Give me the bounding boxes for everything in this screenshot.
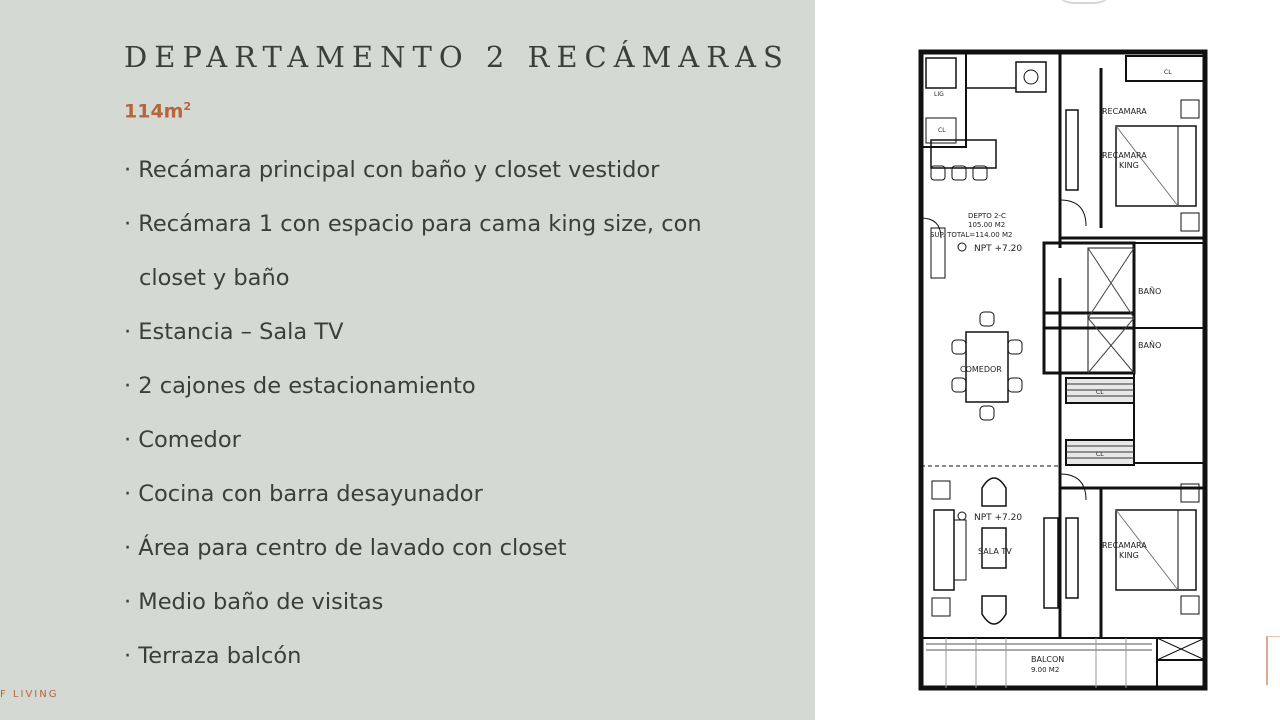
area-label <box>124 100 191 122</box>
room-label: SUP. TOTAL=114.00 M2 <box>930 231 1013 239</box>
feature-item: · Área para centro de lavado con closet <box>124 535 567 561</box>
feature-item: · Medio baño de visitas <box>124 589 384 615</box>
feature-item-continuation: closet y baño <box>139 265 290 291</box>
closet-label: CL <box>1096 451 1104 458</box>
feature-item: · Comedor <box>124 427 241 453</box>
feature-item: · Estancia – Sala TV <box>124 319 344 345</box>
room-label: 9.00 M2 <box>1031 666 1060 674</box>
corner-decoration <box>1266 636 1280 685</box>
room-label: SALA TV <box>978 547 1012 556</box>
room-label: RECAMARA <box>1102 151 1147 160</box>
room-label: DEPTO 2-C <box>968 212 1006 220</box>
area-value: 114m <box>124 100 184 123</box>
room-label: BAÑO <box>1138 341 1162 350</box>
brand-footer: F LIVING <box>0 689 59 700</box>
feature-item: · Terraza balcón <box>124 643 302 669</box>
closet-label: CL <box>1096 389 1104 396</box>
level-label: NPT +7.20 <box>974 513 1023 523</box>
room-label: BAÑO <box>1138 287 1162 296</box>
room-label: RECAMARA <box>1102 541 1147 550</box>
feature-item: · 2 cajones de estacionamiento <box>124 373 476 399</box>
level-label: NPT +7.20 <box>974 244 1023 254</box>
room-label: KING <box>1119 551 1139 560</box>
room-label: 105.00 M2 <box>968 221 1006 229</box>
floor-plan <box>916 48 1208 694</box>
closet-label: CL <box>938 127 946 134</box>
closet-label: CL <box>1164 69 1172 76</box>
room-label: LIG <box>934 91 944 98</box>
feature-item: · Recámara 1 con espacio para cama king size, con <box>124 211 702 237</box>
room-label: BALCON <box>1031 655 1065 664</box>
room-label: COMEDOR <box>960 365 1002 374</box>
page-title: DEPARTAMENTO 2 RECÁMARAS <box>124 40 790 74</box>
decorative-arc <box>1052 0 1116 4</box>
feature-item: · Cocina con barra desayunador <box>124 481 483 507</box>
area-superscript: 2 <box>183 100 192 113</box>
room-label: KING <box>1119 161 1139 170</box>
room-label: RECAMARA <box>1102 107 1147 116</box>
feature-list <box>124 143 804 683</box>
feature-item: · Recámara principal con baño y closet vestidor <box>124 157 660 183</box>
